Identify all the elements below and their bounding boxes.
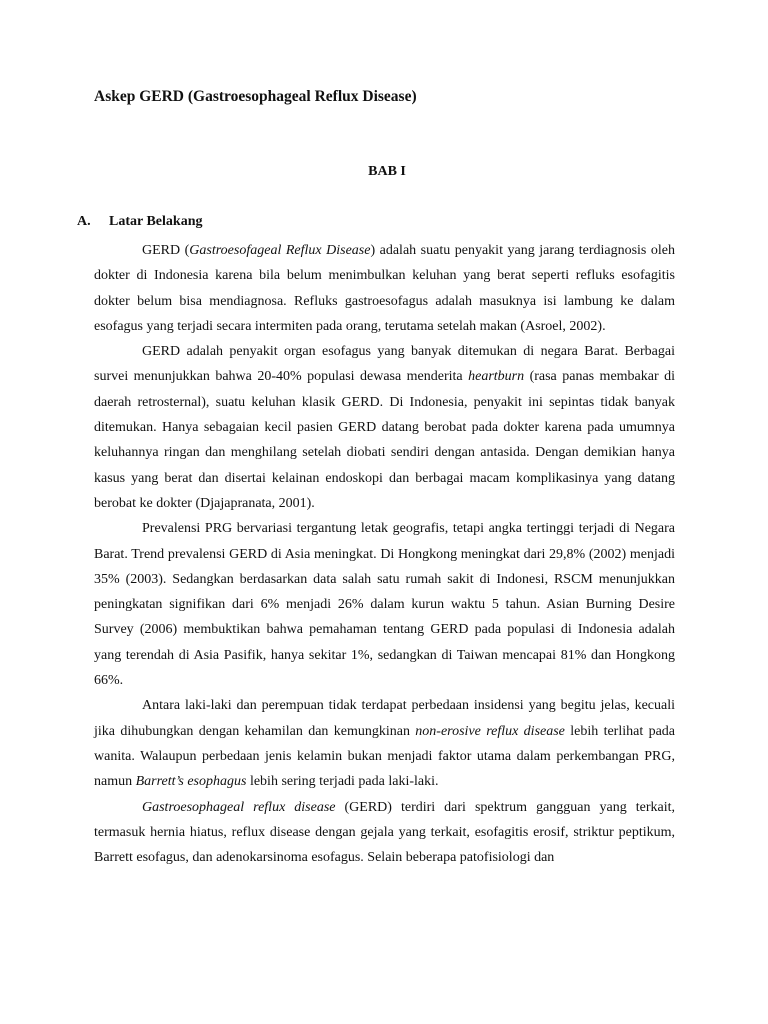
paragraph-5-text: (GERD) terdiri dari spektrum gangguan yang terkait, termasuk hernia hiatus, reflux disease dengan gejala yang terkait, esofagitis erosif, striktur peptikum, Barrett esofagus, dan adenokarsinoma esofagus. Selain beberapa patofisiologi dan [94,799,675,866]
paragraph-4-text-c: lebih sering terjadi pada laki-laki. [246,774,439,790]
section-title: Latar Belakang [109,214,203,229]
paragraph-2-text-a: GERD adalah penyakit organ esofagus yang banyak ditemukan di negara Barat. Berbagai survei menunjukkan bahwa 20-40% populasi dewasa menderita [94,344,675,385]
paragraph-3 [94,516,675,693]
document-title: Askep GERD (Gastroesophageal Reflux Disease) [94,88,417,105]
paragraph-2-text-b: (rasa panas membakar di daerah retrosternal), suatu keluhan klasik GERD. Di Indonesia, penyakit ini sepintas tidak banyak ditemukan. Hanya sebagaian kecil pasien GERD datang berobat pada dokter karena pada umumnya keluhannya ringan dan menghilang setelah diobati sendiri dengan antasida. Dengan demikian hanya kasus yang berat dan disertai kelainan endoskopi dan berbagai macam komplikasinya yang datang berobat ke dokter (Djajapranata, 2001). [94,369,675,511]
paragraph-4-text-a: Antara laki-laki dan perempuan tidak terdapat perbedaan insidensi yang begitu jelas, kecuali jika dihubungkan dengan kehamilan dan kemungkinan [94,698,675,739]
paragraph-2-term: heartburn [468,369,525,385]
paragraph-4-text-b: lebih terlihat pada wanita. Walaupun perbedaan jenis kelamin bukan menjadi faktor utama dalam perkembangan PRG, namun [94,723,675,790]
paragraph-3-text: Prevalensi PRG bervariasi tergantung letak geografis, tetapi angka tertinggi terjadi di Negara Barat. Trend prevalensi GERD di Asia meningkat. Di Hongkong meningkat dari 29,8% (2002) menjadi 35% (2003). Sedangkan berdasarkan data salah satu rumah sakit di Indonesi, RSCM menunjukkan peningkatan signifikan dari 6% menjadi 26% dalam kurun waktu 5 tahun. Asian Burning Desire Survey (2006) membuktikan bahwa pemahaman tentang GERD pada populasi di Indonesia adalah yang terendah di Asia Pasifik, hanya sekitar 1%, sedangkan di Taiwan mencapai 81% dan Hongkong 66%. [94,521,675,689]
paragraph-5 [94,795,675,871]
paragraph-4-term-a: non-erosive reflux disease [415,723,565,739]
chapter-heading: BAB I [368,164,406,179]
paragraph-1-text-b: ) adalah suatu penyakit yang jarang terdiagnosis oleh dokter di Indonesia karena bila belum menimbulkan keluhan yang berat seperti refluks esofagitis dokter belum bisa mendiagnosa. Refluks gastroesofagus adalah masuknya isi lambung ke dalam esofagus yang terjadi secara intermiten pada orang, terutama setelah makan (Asroel, 2002). [94,243,675,334]
paragraph-5-term: Gastroesophageal reflux disease [142,799,336,815]
section-heading [77,214,202,230]
paragraph-1 [94,238,675,339]
document-body [94,238,675,870]
paragraph-2 [94,339,675,516]
section-marker: A. [77,214,91,229]
paragraph-4 [94,693,675,794]
paragraph-1-text-a: GERD ( [142,243,190,258]
paragraph-4-term-b: Barrett’s esophagus [135,774,247,790]
paragraph-1-term: Gastroesofageal Reflux Disease [189,243,371,258]
